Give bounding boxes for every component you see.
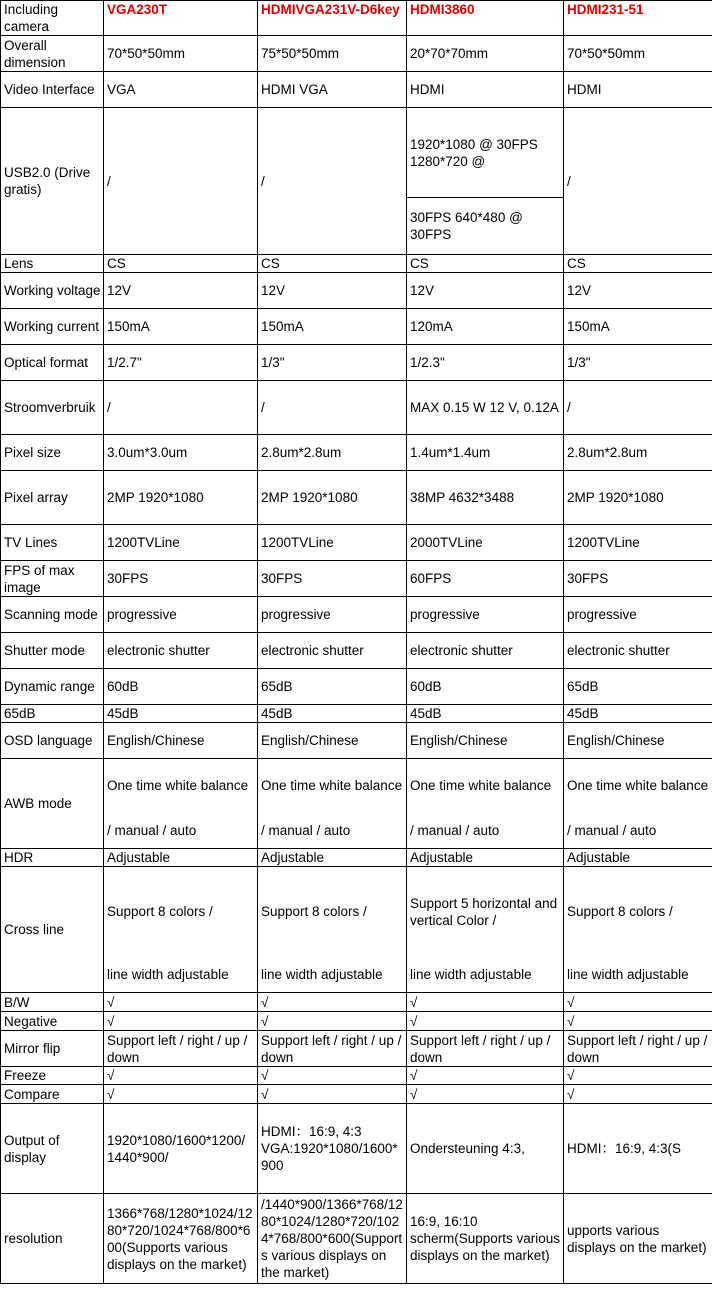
row-label: Cross line: [1, 867, 104, 993]
spec-value: English/Chinese: [258, 723, 407, 759]
spec-value: electronic shutter: [258, 633, 407, 669]
spec-value: 1920*1080 @ 30FPS 1280*720 @: [407, 108, 564, 198]
spec-value: √: [258, 1085, 407, 1104]
spec-value: electronic shutter: [564, 633, 712, 669]
spec-value: /: [104, 381, 258, 435]
spec-value: line width adjustable: [258, 957, 407, 993]
row-label: Freeze: [1, 1067, 104, 1085]
spec-value: 12V: [258, 273, 407, 309]
spec-value: 60dB: [407, 669, 564, 705]
spec-value: 150mA: [104, 309, 258, 345]
spec-value: Support 8 colors /: [564, 867, 712, 957]
spec-value: line width adjustable: [104, 957, 258, 993]
spec-value: 1200TVLine: [104, 525, 258, 561]
spec-value: √: [407, 1085, 564, 1104]
spec-value: One time white balance: [258, 759, 407, 813]
spec-value: Adjustable: [407, 849, 564, 867]
row-label: Output of display: [1, 1104, 104, 1194]
spec-value: 2MP 1920*1080: [104, 471, 258, 525]
model-name: HDMIVGA231V-D6key: [258, 1, 407, 36]
row-label: HDR: [1, 849, 104, 867]
spec-value: /1440*900/1366*768/1280*1024/1280*720/1024*768/800*600(Supports various displays on the market): [258, 1194, 407, 1284]
spec-value: CS: [258, 255, 407, 273]
spec-value: 150mA: [564, 309, 712, 345]
spec-value: Support left / right / up / down: [258, 1031, 407, 1067]
spec-value: line width adjustable: [564, 957, 712, 993]
spec-value: 45dB: [258, 705, 407, 723]
spec-value: 1920*1080/1600*1200/ 1440*900/: [104, 1104, 258, 1194]
spec-value: Adjustable: [564, 849, 712, 867]
spec-value: √: [258, 993, 407, 1012]
spec-value: Support 5 horizontal and vertical Color /: [407, 867, 564, 957]
spec-value: English/Chinese: [564, 723, 712, 759]
spec-value: upports various displays on the market): [564, 1194, 712, 1284]
spec-value: 1/2.7": [104, 345, 258, 381]
spec-value: 2MP 1920*1080: [564, 471, 712, 525]
spec-value: 30FPS: [104, 561, 258, 597]
spec-value: 75*50*50mm: [258, 36, 407, 72]
row-label: Video Interface: [1, 72, 104, 108]
spec-value: One time white balance: [564, 759, 712, 813]
spec-value: √: [564, 1067, 712, 1085]
spec-value: 120mA: [407, 309, 564, 345]
spec-value: 12V: [564, 273, 712, 309]
spec-value: 1/3": [564, 345, 712, 381]
spec-value: 1/3": [258, 345, 407, 381]
spec-value: 1200TVLine: [258, 525, 407, 561]
spec-value: √: [407, 1012, 564, 1031]
spec-value: 38MP 4632*3488: [407, 471, 564, 525]
spec-value: 45dB: [564, 705, 712, 723]
row-label: 65dB: [1, 705, 104, 723]
spec-value: English/Chinese: [104, 723, 258, 759]
spec-value: /: [258, 108, 407, 255]
row-label: Shutter mode: [1, 633, 104, 669]
spec-value: CS: [407, 255, 564, 273]
spec-value: / manual / auto: [407, 813, 564, 849]
spec-value: 30FPS: [258, 561, 407, 597]
spec-value: 1/2.3": [407, 345, 564, 381]
spec-value: One time white balance: [104, 759, 258, 813]
spec-value: √: [104, 1085, 258, 1104]
row-label: TV Lines: [1, 525, 104, 561]
spec-value: 2.8um*2.8um: [564, 435, 712, 471]
spec-value: 3.0um*3.0um: [104, 435, 258, 471]
spec-value: 1.4um*1.4um: [407, 435, 564, 471]
row-label: Negative: [1, 1012, 104, 1031]
spec-value: 12V: [104, 273, 258, 309]
spec-value: Adjustable: [258, 849, 407, 867]
spec-value: Support left / right / up / down: [407, 1031, 564, 1067]
spec-value: 70*50*50mm: [104, 36, 258, 72]
spec-value: 60FPS: [407, 561, 564, 597]
spec-value: progressive: [258, 597, 407, 633]
row-label: Mirror flip: [1, 1031, 104, 1067]
spec-value: √: [104, 1067, 258, 1085]
model-name: VGA230T: [104, 1, 258, 36]
spec-value: HDMI：16:9, 4:3 VGA:1920*1080/1600*900: [258, 1104, 407, 1194]
spec-value: progressive: [564, 597, 712, 633]
spec-value: √: [564, 993, 712, 1012]
spec-value: Adjustable: [104, 849, 258, 867]
spec-value: 2.8um*2.8um: [258, 435, 407, 471]
spec-value: Support left / right / up / down: [564, 1031, 712, 1067]
spec-value: CS: [564, 255, 712, 273]
row-label: Overall dimension: [1, 36, 104, 72]
spec-value: VGA: [104, 72, 258, 108]
spec-value: 1366*768/1280*1024/1280*720/1024*768/800*600(Supports various displays on the market): [104, 1194, 258, 1284]
spec-value: 45dB: [407, 705, 564, 723]
spec-value: electronic shutter: [407, 633, 564, 669]
row-label: Lens: [1, 255, 104, 273]
row-label: Scanning mode: [1, 597, 104, 633]
spec-value: /: [104, 108, 258, 255]
row-label: AWB mode: [1, 759, 104, 849]
spec-value: 150mA: [258, 309, 407, 345]
spec-value: electronic shutter: [104, 633, 258, 669]
spec-value: progressive: [104, 597, 258, 633]
header-label: Including camera: [1, 1, 104, 36]
spec-value: √: [104, 1012, 258, 1031]
spec-value: Ondersteuning 4:3,: [407, 1104, 564, 1194]
model-name: HDMI3860: [407, 1, 564, 36]
spec-value: HDMI VGA: [258, 72, 407, 108]
spec-value: / manual / auto: [258, 813, 407, 849]
row-label: Stroomverbruik: [1, 381, 104, 435]
spec-value: 30FPS: [564, 561, 712, 597]
spec-value: √: [407, 1067, 564, 1085]
row-label: FPS of max image: [1, 561, 104, 597]
spec-value: HDMI：16:9, 4:3(S: [564, 1104, 712, 1194]
row-label: Pixel size: [1, 435, 104, 471]
spec-value: Support left / right / up / down: [104, 1031, 258, 1067]
spec-value: English/Chinese: [407, 723, 564, 759]
spec-value: 16:9, 16:10 scherm(Supports various displays on the market): [407, 1194, 564, 1284]
row-label: OSD language: [1, 723, 104, 759]
model-name: HDMI231-51: [564, 1, 712, 36]
spec-value: 70*50*50mm: [564, 36, 712, 72]
row-label: Working voltage: [1, 273, 104, 309]
spec-value: HDMI: [564, 72, 712, 108]
row-label: Pixel array: [1, 471, 104, 525]
spec-value: progressive: [407, 597, 564, 633]
spec-value: MAX 0.15 W 12 V, 0.12A: [407, 381, 564, 435]
spec-value: 65dB: [258, 669, 407, 705]
spec-value: /: [564, 108, 712, 255]
row-label: B/W: [1, 993, 104, 1012]
row-label: Compare: [1, 1085, 104, 1104]
spec-value: 12V: [407, 273, 564, 309]
row-label: Optical format: [1, 345, 104, 381]
spec-value: 2000TVLine: [407, 525, 564, 561]
row-label: Dynamic range: [1, 669, 104, 705]
spec-value: CS: [104, 255, 258, 273]
spec-value: HDMI: [407, 72, 564, 108]
spec-value: √: [407, 993, 564, 1012]
spec-value: 45dB: [104, 705, 258, 723]
spec-value: 30FPS 640*480 @ 30FPS: [407, 198, 564, 255]
spec-value: 60dB: [104, 669, 258, 705]
row-label: USB2.0 (Drive gratis): [1, 108, 104, 255]
spec-value: / manual / auto: [564, 813, 712, 849]
spec-value: 65dB: [564, 669, 712, 705]
row-label: resolution: [1, 1194, 104, 1284]
spec-value: /: [258, 381, 407, 435]
row-label: Working current: [1, 309, 104, 345]
spec-value: √: [104, 993, 258, 1012]
spec-value: √: [564, 1085, 712, 1104]
spec-value: √: [258, 1012, 407, 1031]
spec-value: 20*70*70mm: [407, 36, 564, 72]
spec-value: /: [564, 381, 712, 435]
spec-value: Support 8 colors /: [104, 867, 258, 957]
spec-value: One time white balance: [407, 759, 564, 813]
spec-value: / manual / auto: [104, 813, 258, 849]
spec-value: 1200TVLine: [564, 525, 712, 561]
spec-value: √: [564, 1012, 712, 1031]
spec-value: line width adjustable: [407, 957, 564, 993]
spec-value: 2MP 1920*1080: [258, 471, 407, 525]
spec-value: Support 8 colors /: [258, 867, 407, 957]
spec-value: √: [258, 1067, 407, 1085]
